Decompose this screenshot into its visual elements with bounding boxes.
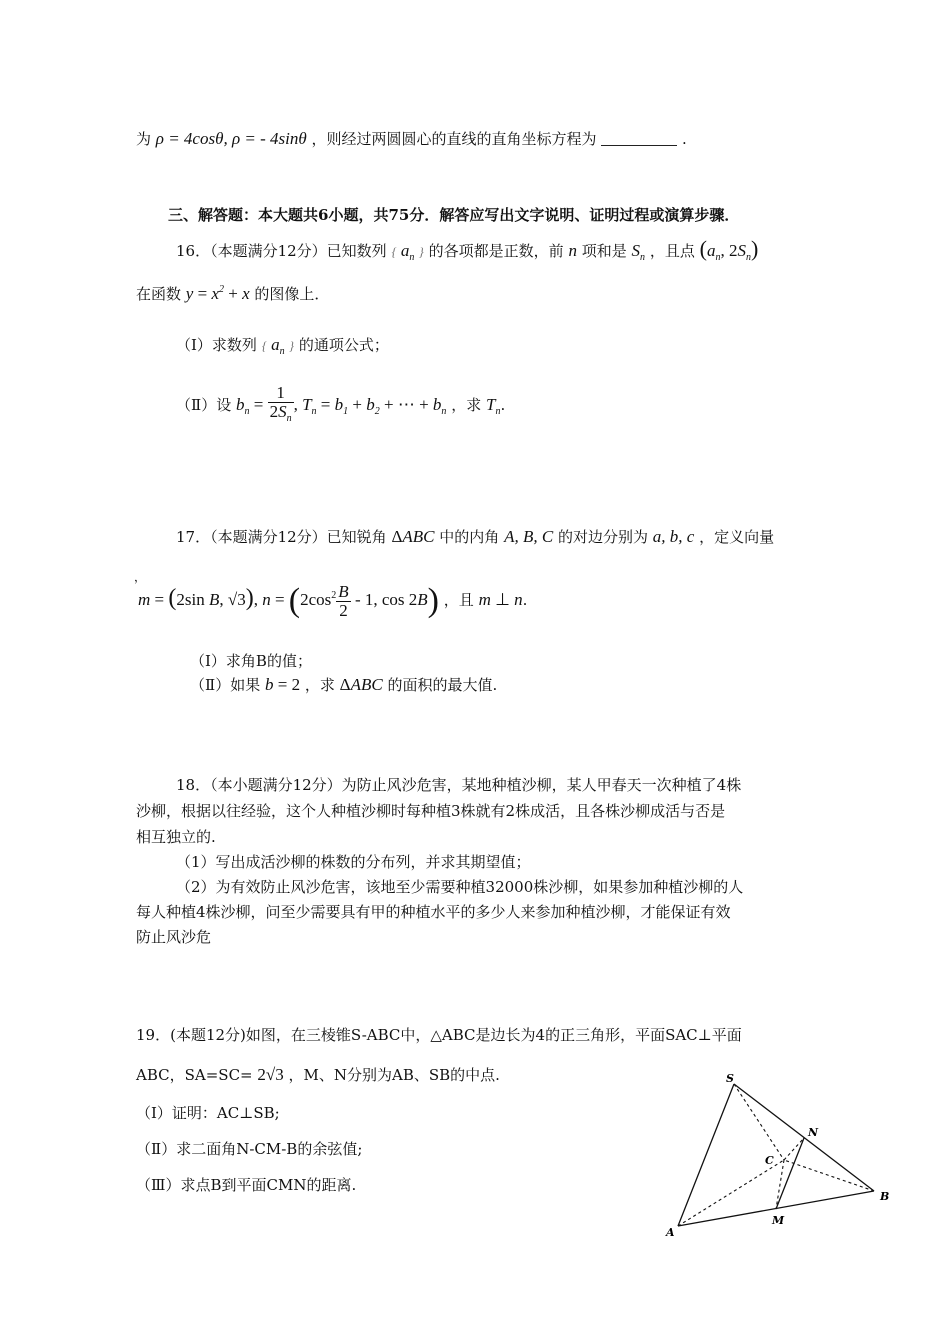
edge-SB — [734, 1084, 874, 1191]
q17-p2c: 的面积的最大值. — [387, 676, 498, 694]
answer-blank — [601, 131, 677, 146]
q16-t2: 的各项都是正数，前 — [428, 242, 564, 260]
q17-p2b: ，求 — [304, 676, 335, 694]
label-S: S — [726, 1072, 734, 1085]
q17-line1 — [176, 526, 774, 547]
q19-l2b: ，M、N分别为AB、SB的中点. — [288, 1066, 500, 1084]
q19-part3: （Ⅲ）求点B到平面CMN的距离. — [136, 1176, 357, 1194]
q17-l3: ，且 — [443, 590, 474, 609]
q16-line2 — [136, 283, 329, 304]
q16-end: . — [500, 395, 506, 414]
q17-part2 — [190, 674, 497, 695]
q18-line3: 相互独立的. — [136, 828, 216, 846]
label-M: M — [772, 1214, 785, 1227]
q16-p2b: ，求 — [451, 395, 482, 414]
q16-function: $y = x^2 + x$ — [185, 284, 250, 303]
polar-equations: ρ = 4cosθ, ρ = - 4sinθ — [155, 129, 307, 148]
q17-vectors-line — [138, 582, 527, 620]
q18-line2: 沙柳，根据以往经验，这个人种植沙柳时每种植3株就有2株成活，且各株沙柳成活与否是 — [136, 802, 726, 820]
edge-SC — [734, 1084, 784, 1160]
label-C: C — [765, 1154, 774, 1167]
q16-t4: ，且点 — [649, 242, 695, 260]
q19-line1: 19．(本题12分)如图，在三棱锥S-ABC中，△ABC是边长为4的正三角形，平面SAC⊥平面 — [136, 1026, 742, 1044]
q17-sides: a, b, c — [652, 527, 695, 546]
q16-line1 — [176, 236, 758, 263]
q17-b-eq: b = 2 — [264, 675, 301, 694]
edge-CM — [776, 1160, 784, 1209]
q16-p1a: （Ⅰ）求数列 — [176, 336, 257, 354]
q17-t2: 中的内角 — [439, 528, 500, 546]
q17-t4: ，定义向量 — [699, 528, 775, 546]
q17-p2a: （Ⅱ）如果 — [190, 676, 261, 694]
top-line — [136, 128, 687, 149]
q17-part1: （Ⅰ）求角B的值； — [190, 652, 312, 670]
q19-l2a: ABC，SA=SC= — [136, 1066, 253, 1084]
q16-l2b: 的图像上． — [254, 285, 330, 303]
q16-p1b: 的通项公式； — [298, 336, 389, 354]
q19-sqrt: 2√3 — [257, 1065, 284, 1084]
q16-part1-seq: { $a_n$ } — [261, 335, 295, 357]
q17-perp: m ⊥ n — [478, 589, 523, 609]
top-question-text: ，则经过两圆圆心的直线的直角坐标方程为 — [311, 130, 597, 148]
q18-line1: 18．（本小题满分12分）为防止风沙危害，某地种植沙柳，某人甲春天一次种植了4株 — [176, 776, 742, 794]
q16-bn-formula: $b_n$ = $\frac{1}{2S_n}$ , $T_n = b_1 + b_2$ + ⋯ + $b_n$ — [235, 383, 447, 424]
q16-n: n — [568, 241, 577, 260]
q16-t1: 16．（本题满分12分）已知数列 — [176, 242, 387, 260]
label-A: A — [666, 1226, 675, 1239]
top-end: . — [682, 130, 687, 148]
edge-CN — [784, 1138, 804, 1160]
tetrahedron-figure — [660, 1070, 900, 1240]
q18-part2-line1: （2）为有效防止风沙危害，该地至少需要种植32000株沙柳，如果参加种植沙柳的人 — [176, 878, 744, 896]
q16-t3: 项和是 — [581, 242, 627, 260]
top-prefix: 为 — [136, 130, 152, 148]
q18-part2-line3: 防止风沙危 — [136, 928, 212, 946]
q16-point: ($a_n$, $2S_n$) — [699, 236, 759, 263]
q17-triangle: ΔABC — [391, 527, 435, 546]
q16-sn: $S_n$ — [631, 241, 646, 263]
edge-MN — [776, 1138, 804, 1209]
q16-p2a: （Ⅱ）设 — [176, 395, 232, 414]
edge-BC — [784, 1160, 874, 1191]
q18-part1: （1）写出成活沙柳的株数的分布列，并求其期望值； — [176, 853, 531, 871]
label-N: N — [808, 1126, 819, 1139]
q17-angles: A, B, C — [504, 527, 554, 546]
q17-t1: 17．（本题满分12分）已知锐角 — [176, 528, 387, 546]
q16-part2 — [176, 384, 505, 428]
q16-tn: $T_n$ — [486, 394, 501, 417]
edge-SA — [678, 1084, 734, 1226]
q17-period: . — [522, 590, 528, 609]
q18-part2-line2: 每人种植4株沙柳，问至少需要具有甲的种植水平的多少人来参加种植沙柳，才能保证有效 — [136, 903, 731, 921]
q19-part2: （Ⅱ）求二面角N-CM-B的余弦值; — [136, 1140, 363, 1158]
section3-heading: 三、解答题：本大题共6小题，共75分．解答应写出文字说明、证明过程或演算步骤． — [168, 206, 740, 224]
label-B: B — [880, 1190, 890, 1203]
q16-l2a: 在函数 — [136, 285, 182, 303]
q19-part1: （Ⅰ）证明：AC⊥SB; — [136, 1104, 280, 1122]
q17-stray-comma: ， — [134, 570, 147, 584]
q16-seq-an: { $a_n$ } — [391, 241, 424, 263]
q17-t3: 的对边分别为 — [557, 528, 648, 546]
q17-triangle-2: ΔABC — [339, 675, 383, 694]
q17-vectors: m = (2sin B, √3), $n = (2\cos^2$ $\frac{B}{2}$ - 1, cos 2B) — [138, 581, 439, 620]
q19-line2 — [136, 1064, 500, 1085]
q16-part1 — [176, 334, 389, 357]
